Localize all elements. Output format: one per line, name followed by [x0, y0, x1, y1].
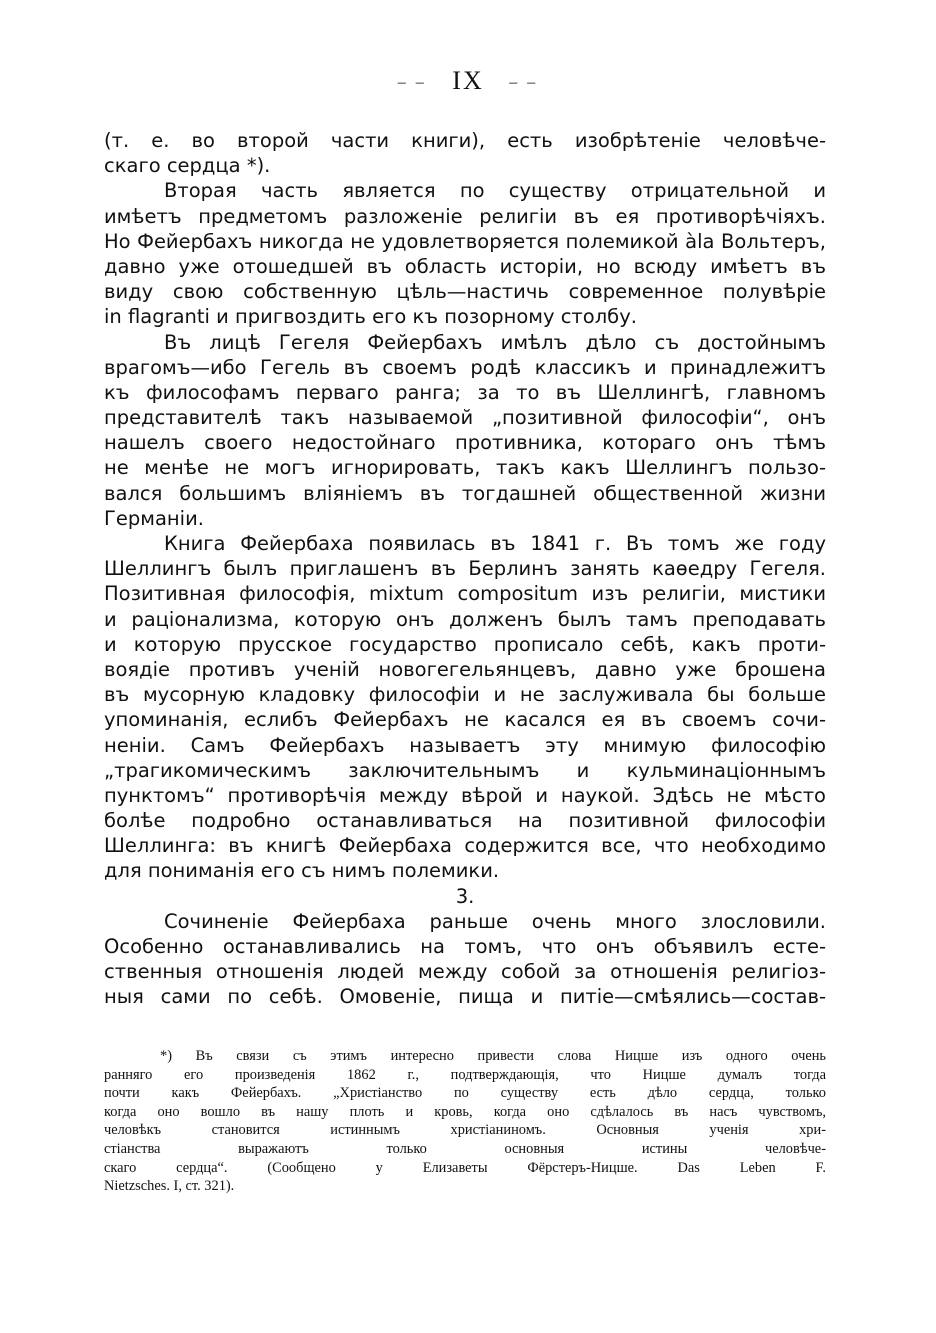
text-line: къ философамъ перваго ранга; за то въ Шеллингѣ, главномъ [104, 380, 826, 404]
text-line: представителѣ такъ называемой „позитивной философіи“, онъ [104, 406, 826, 430]
footnote-line: когда оно вошло въ нашу плоть и кровь, когда оно сдѣлалось въ насъ чувствомъ, [104, 1103, 826, 1120]
text-line: упоминанія, еслибъ Фейербахъ не касался ея въ своемъ сочи- [104, 708, 826, 732]
text-line: въ мусорную кладовку философіи и не заслуживала бы больше [104, 683, 826, 707]
text-line: Позитивная философія, mixtum compositum изъ религіи, мистики [104, 582, 826, 606]
page-header [0, 66, 936, 96]
text-line: Шеллингъ былъ приглашенъ въ Берлинъ занять каѳедру Гегеля. [104, 557, 826, 581]
text-line: вался большимъ вліяніемъ въ тогдашней общественной жизни [104, 481, 826, 505]
text-line: болѣе подробно останавливаться на позитивной философіи [104, 809, 826, 833]
footnote-line: *) Въ связи съ этимъ интересно привести слова Ницше изъ одного очень [160, 1048, 826, 1064]
text-line: врагомъ—ибо Гегель въ своемъ родѣ классикъ и принадлежитъ [104, 355, 826, 379]
text-line: ныя сами по себѣ. Омовеніе, пища и питіе—смѣялись—состав- [104, 985, 826, 1009]
footnote-line: скаго сердца“. (Сообщено у Елизаветы Фёрстеръ-Ницше. Das Leben F. [104, 1159, 826, 1176]
text-line: имѣетъ предметомъ разложеніе религіи въ ея противорѣчіяхъ. [104, 204, 826, 228]
text-line: Вторая часть является по существу отрицательной и [164, 179, 826, 203]
text-line: Сочиненіе Фейербаха раньше очень много злословили. [164, 909, 826, 933]
text-line: воядіе противъ ученій новогегельянцевъ, давно уже брошена [104, 657, 826, 681]
text-line: нашелъ своего недостойнаго противника, котораго онъ тѣмъ [104, 431, 826, 455]
text-line: in flagranti и пригвоздить его къ позорному столбу. [104, 305, 637, 329]
text-line: Шеллинга: въ книгѣ Фейербаха содержится все, что необходимо [104, 834, 826, 858]
text-line: для пониманія его съ нимъ полемики. [104, 859, 500, 883]
footnote-line: Nietzsches. I, ст. 321). [104, 1178, 235, 1195]
footnote-line: ранняго его произведенія 1862 г., подтверждающія, что Ницше думалъ тогда [104, 1066, 826, 1083]
footnote-line: стіанства выражаютъ только основныя истины человѣче- [104, 1140, 826, 1157]
text-line: Книга Фейербаха появилась въ 1841 г. Въ томъ же году [164, 532, 826, 555]
footnote-line: почти какъ Фейербахъ. „Христіанство по существу есть дѣло сердца, только [104, 1085, 826, 1102]
text-line: Германіи. [104, 506, 204, 530]
text-line: Особенно останавливались на томъ, что онъ объявилъ есте- [104, 935, 826, 958]
text-line: Но Фейербахъ никогда не удовлетворяется полемикой àla Вольтеръ, [104, 229, 826, 253]
text-line: пунктомъ“ противорѣчія между вѣрой и наукой. Здѣсь не мѣсто [104, 783, 826, 807]
text-line: давно уже отошедшей въ область исторіи, но всюду имѣетъ въ [104, 254, 826, 278]
footnote [104, 1047, 826, 1196]
text-line: и которую прусское государство прописало себѣ, какъ проти- [104, 632, 826, 656]
text-line: скаго сердца *). [104, 154, 271, 178]
text-line: „трагикомическимъ заключительнымъ и кульминаціоннымъ [104, 758, 826, 782]
header-dash-right: – – [509, 74, 539, 92]
header-dash-left: – – [397, 74, 427, 92]
text-line: не менѣе не могъ игнорировать, такъ какъ Шеллингъ пользо- [104, 456, 826, 480]
section-number: 3. [455, 884, 475, 908]
text-line: (т. е. во второй части книги), есть изобрѣтеніе человѣче- [104, 129, 826, 152]
text-line: ственныя отношенія людей между собой за отношенія религіоз- [104, 960, 826, 984]
main-text [104, 128, 826, 1010]
page-number: IX [452, 66, 484, 95]
text-line: виду свою собственную цѣль—настичь современное полувѣріе [104, 280, 826, 304]
text-line: неніи. Самъ Фейербахъ называетъ эту мнимую философію [104, 733, 826, 757]
footnote-line: человѣкъ становится истиннымъ христіаниномъ. Основныя ученія хри- [104, 1122, 826, 1139]
text-line: Въ лицѣ Гегеля Фейербахъ имѣлъ дѣло съ достойнымъ [164, 330, 826, 354]
text-line: и раціонализма, которую онъ долженъ былъ тамъ преподавать [104, 607, 826, 631]
